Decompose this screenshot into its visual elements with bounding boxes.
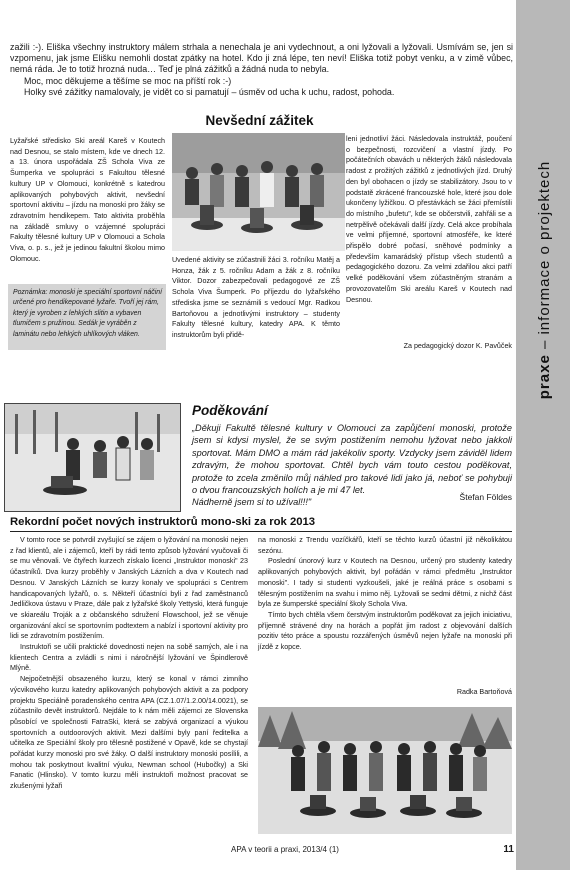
- article2-left-paragraph-2: Instruktoři se učili praktické dovednosti nejen na sobě samých, ale i na klientech Centra a zvládli s nimi i náročnější lyžování ve Špindlerově Mlýně.: [10, 643, 248, 673]
- article2-left-column: [10, 535, 248, 792]
- ski-photo-graphic: [5, 404, 180, 511]
- article2-right-column: [258, 535, 512, 653]
- article1-photo: [172, 133, 345, 251]
- thanks-quote-last: Nádherně jsem si to užíval!!!": [192, 497, 312, 508]
- group-photo-graphic: [172, 133, 345, 251]
- article1-left-column: Lyžařské středisko Ski areál Kareš v Koutech nad Desnou, se stalo místem, kde ve dnech 12. a 13. února uspořádala ZŠ Schola Viva ze Šumperka ve spolupráci s Fakultou tělesné kultury UP v Olomouci, konkrétně s katedrou aplikovaných pohybových aktivit, nevšední sportovní aktivitu – jízdu na monoski pro žáky se zdravotním hendikepem. Tato aktivita proběhla na základě smluvy o vzájemné spolupráci Fakulty tělesné kultury UP v Olomouci a Schola Viva, o. p. s., jež je jedinou fakultní školou mimo Olomouc.: [10, 137, 165, 263]
- article1-photo-caption: Uvedené aktivity se zúčastnili žáci 3. ročníku Matěj a Honza, žák z 5. ročníku Adam a žák z 8. ročníku Viktor. Dozor zabezpečovali pedagogové ze ZŠ Schola Viva Šumperk. Po příjezdu do lyžařského střediska jsme se seznámili s vedoucí Mgr. Radkou Bartoňovou a jednotlivými instruktory – studenty Fakulty tělesné kultury, katedry APA. K těmto instruktorům byli přidě-: [172, 256, 340, 339]
- article1-title: Nevšední zážitek: [172, 113, 347, 128]
- footer-page-number: 11: [503, 844, 514, 855]
- article2-title-rule: [10, 531, 512, 532]
- thanks-signature: Štefan Földes: [459, 492, 512, 502]
- article2-left-paragraph-3: Nejpočetnější obsazeného kurzu, který se konal v rámci zimního výcvikového kurzu katedry aplikovaných pohybových aktivit a za podpory projektu Speciálně poradenského centra APA (CZ.1.07/1.2.00/14.0021), se zúčastnilo devět instruktorů. Nejdále to k nám měli zájemci ze Slovenska působící ve společnosti FatraSki, která se zabývá organizací a výukou sportovních a outdoorových aktivit. Mezi dalšími byly paní ředitelka a učitelka ze Speciální školy pro tělesně postižené v Opavě, kde se chystají pořádat kurzy monoski pro své žáky. O další instruktory monoski posílili, a mohou tak poskytnout kvalitní výuku, Newman school (Hubočky) a Ski Fanatic (Hlinsko). V tomto kurzu měli instruktoři možnost pracovat se zkušenými lyžaři: [10, 675, 248, 791]
- thanks-photo: [4, 403, 181, 512]
- article1-note-text: Poznámka: monoski je speciální sportovní náčiní určené pro hendikepované lyžaře. Tvoří jej rám, který je vyroben z lehkých slitin a vybaven tlumičem s pružinou. Sedák je vyráběn z laminátu nebo lehkých uhlíkových vláken.: [13, 289, 162, 338]
- thanks-quote: „Děkuji Fakultě tělesné kultury v Olomouci za zapůjčení monoski, protože jsem si kdysi myslel, že se svým postižením nemohu lyžovat nebo jakkoli sportovat. Mám DMO a mám rád jakékoliv sporty. Vzdycky jsem záviděl lidem zdravým, že mohou sportovat. Chtěl bych vám touto cestou poděkovat, protože to zcela změnilo můj náhled pro takové lidi jako já, neboť se pohybuji o dvou francouzských holích a je mi 47 let.: [192, 423, 512, 496]
- article1-signature: Za pedagogický dozor K. Pavůček: [403, 342, 512, 350]
- sidebar-band: [516, 0, 570, 870]
- article2-right-paragraph-1: na monoski z Trendu vozíčkářů, kteří se těchto kurzů účastní již několikátou sezónu.: [258, 536, 512, 555]
- instructors-photo-graphic: [258, 707, 512, 834]
- footer-journal: APA v teorii a praxi, 2013/4 (1): [231, 845, 339, 854]
- sidebar-label-rest: – informace o projektech: [536, 160, 553, 355]
- thanks-title: Poděkování: [192, 403, 268, 418]
- intro-text: [10, 42, 513, 98]
- article2-right-paragraph-3: Tímto bych chtěla všem čerstvým instruktorům poděkovat za jejich iniciativu, příjemně strávené dny na horách a popřát jim radost z objevování dalších pozitiv této práce a spoustu rozzářených úsměvů nejen lyžaře na monoski při jízdě z kopce.: [258, 610, 512, 652]
- article1-right-column: leni jednotliví žáci. Následovala instruktáž, poučení o bezpečnosti, rozcvičení a vlastní jízdy. Po počátečních obavách u některých žáků následovala radost z prožitých zážitků z jednotlivých jízd. Druhý den byl obohacen o jízdy se stabilizátory. Jsou to v podstatě zkrácené francouzské hole, které jsou dole ukončeny lyžičkou. O přestávkách se žáci přemístili do místního „bufetu", kde se občerstvili, zahřáli se a netrpělivě očekávali další jízdy. Celá akce probíhala ve velmi příjemné, sportovní atmosféře, ke které přispělo dobré počasí, sněhové podmínky a především kamarádský přístup všech studentů a pedagogického dozoru. Za velmi zdařilou akci patří velké poděkování všem zúčastněným stranám a provozovatelům Ski areálu Kareš v Koutech nad Desnou.: [346, 135, 512, 304]
- intro-paragraph-1: zažili :-). Eliška všechny instruktory málem strhala a nenechala je ani vydechnout, a oni lyžovali a lyžovali. Usmívám se, jen si vzpomenu, jak jsme Elišku nemohli dostat zpátky na hotel. Kdo ji zná lépe, ten neví! Eliška totiž pobyt venku, a v zimě vůbec, nemá ráda. Je to totiž hrozná nuda… Teď je plná zážitků a žádná nuda to nebyla.: [10, 42, 513, 75]
- article2-title: Rekordní počet nových instruktorů mono-ski za rok 2013: [10, 516, 316, 528]
- sidebar-label-bold: praxe: [536, 354, 553, 400]
- article2-photo: [258, 707, 512, 834]
- intro-paragraph-3: Holky své zážitky namalovaly, je vidět co si pamatují – úsměv od ucha k uchu, radost, pohoda.: [24, 86, 395, 97]
- article2-left-paragraph-1: V tomto roce se potvrdil zvyšující se zájem o lyžování na monoski nejen z řad klientů, ale i zájemců, kteří by rádi tento způsob lyžování vyučovali či se mu věnovali. Ve čtyřech kurzech získalo licenci „Instruktor monoski" 23 účastníků. Dva kurzy proběhly v Janských Lázních a dva v Koutech nad Desnou. V Janských Lázních se kurzy konaly ve spolupráci s Centrem handicapovaných lyžařů, o. s. Někteří účastníci byli z řad zaměstnanců Jedličkova ústavu v Praze, dále pak z lyžařské školy Yettyski, která funguje ve skiareálu Troják a z občanského sdružení Flowschool, jež se věnuje organizování akcí se sportovním podtextem a nabízí i sportovní aktivity pro lidi se zdravotním postižením.: [10, 536, 248, 641]
- sidebar-label: [530, 130, 560, 430]
- article2-signature: Radka Bartoňová: [456, 688, 512, 696]
- article1-note-box: [8, 284, 166, 350]
- article2-right-paragraph-2: Poslední únorový kurz v Koutech na Desnou, určený pro studenty katedry aplikovaných pohybových aktivit, byl pořádán v rámci předmětu „Instruktor monoski". I tady si studenti vyzkoušeli, jaké je reálná práce s osobami s tělesným postižením na svahu i mimo něj. Lyžovali se sedmi dětmi, z nichž část byla ze šumperské speciální školy Schola Viva.: [258, 557, 512, 609]
- intro-paragraph-2: Moc, moc děkujeme a těšíme se moc na příští rok :-): [24, 75, 232, 86]
